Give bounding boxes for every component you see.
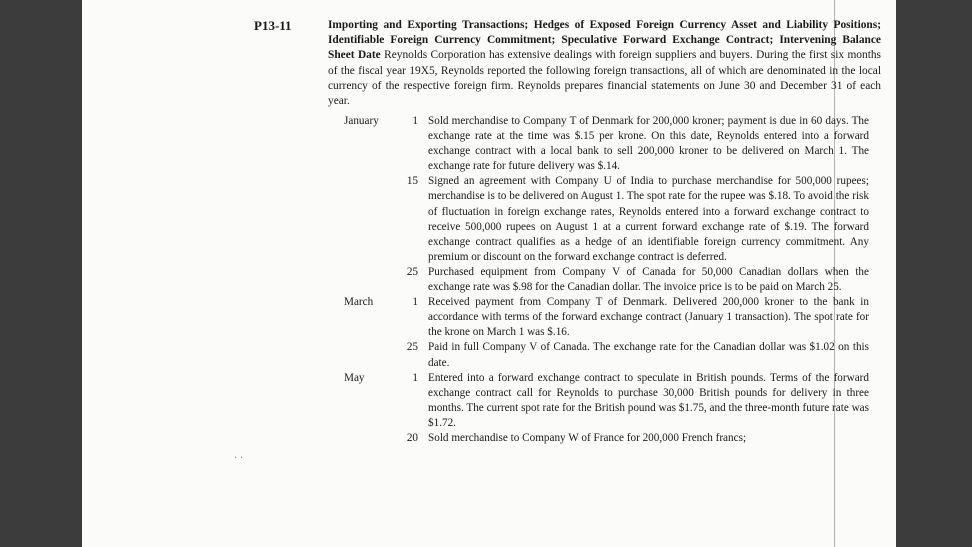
entry-day: 20 [406, 431, 418, 444]
entry-day: 25 [406, 341, 418, 354]
problem-intro [328, 18, 881, 109]
entry-text: Entered into a forward exchange contract to speculate in British pounds. Terms of the forward exchange contract call for Reynolds to purchase 30,000 British pounds for delivery in three months. The current spot rate for the British pound was $1.75, and the three-month future rate was $1.72. [428, 371, 869, 429]
transaction-entry [344, 295, 869, 340]
entry-text: Sold merchandise to Company T of Denmark for 200,000 kroner; payment is due in 60 days. The exchange rate at the time was $.15 per krone. On this date, Reynolds entered into a forward exchange contract with a local bank to sell 200,000 kroner to be delivered on March 1. The exchange rate for future delivery was $.14. [428, 115, 869, 173]
problem-number: P13-11 [254, 18, 292, 33]
entry-month [344, 174, 398, 265]
entry-month [344, 265, 398, 295]
transaction-entry [344, 265, 869, 295]
transaction-entry [344, 371, 869, 431]
entry-month: March [344, 296, 374, 309]
entry-text: Sold merchandise to Company W of France for 200,000 French francs; [428, 431, 747, 444]
transaction-entry [344, 114, 869, 174]
entry-day: 1 [412, 296, 418, 309]
scan-speck: · · [234, 453, 244, 464]
entry-day: 15 [406, 175, 418, 188]
problem-description: Reynolds Corporation has extensive dealings with foreign suppliers and buyers. During the first six months of the fiscal year 19X5, Reynolds reported the following foreign transactions, all of which are denominated in the local currency of the respective foreign firm. Reynolds prepares financial statements on June 30 and December 31 of each year. [328, 49, 881, 108]
entry-text: Paid in full Company V of Canada. The exchange rate for the Canadian dollar was $1.02 on this date. [428, 341, 869, 369]
entry-day: 1 [412, 371, 418, 384]
transaction-entry [344, 174, 869, 265]
problem-title: Importing and Exporting Transactions; Hedges of Exposed Foreign Currency Asset and Liability Positions; Identifiable Foreign Currency Commitment; Speculative Forward Exchange Contract; Intervening Balance Sheet Date [328, 19, 881, 62]
transaction-list [344, 114, 869, 446]
document-page [82, 0, 896, 547]
transaction-entry [344, 340, 869, 370]
entry-text: Purchased equipment from Company V of Canada for 50,000 Canadian dollars when the exchange rate was $.98 for the Canadian dollar. The invoice price is to be paid on March 25. [428, 265, 869, 294]
entry-text: Signed an agreement with Company U of India to purchase merchandise for 500,000 rupees; merchandise is to be delivered on August 1. The spot rate for the rupee was $.18. To avoid the risk of fluctuation in foreign exchange rates, Reynolds entered into a forward exchange contract to receive 500,000 rupees on August 1 at a current forward exchange rate of $.19. The forward exchange contract qualifies as a hedge of an identifiable foreign currency commitment. Any premium or discount on the forward exchange contract is deferred. [428, 175, 869, 263]
entry-day: 1 [412, 115, 418, 127]
entry-month: May [344, 371, 365, 384]
transaction-entry [344, 431, 869, 446]
entry-text: Received payment from Company T of Denmark. Delivered 200,000 kroner to the bank in accordance with terms of the forward exchange contract (January 1 transaction). The spot rate for the krone on March 1 was $.16. [428, 296, 869, 339]
entry-month [344, 431, 398, 446]
entry-day: 25 [406, 265, 418, 278]
entry-month: January [344, 115, 379, 127]
entry-month [344, 340, 398, 370]
